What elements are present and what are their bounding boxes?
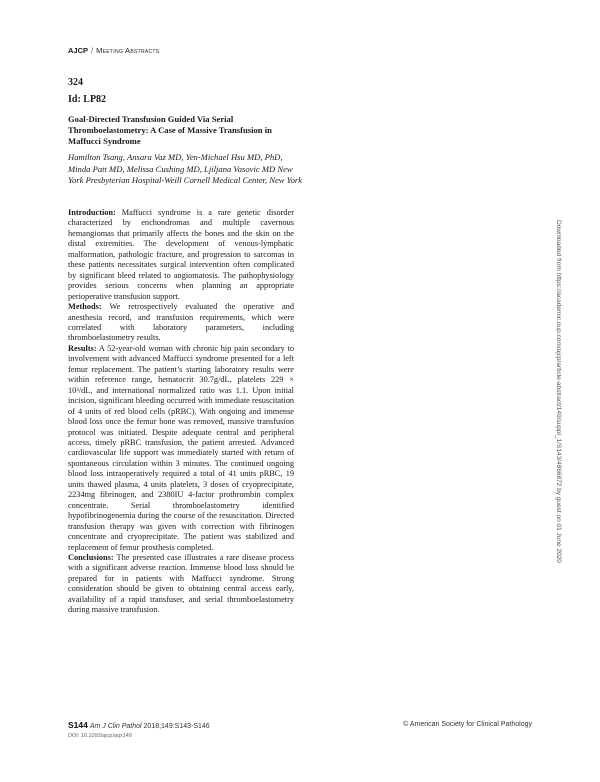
section-text: The presented case illustrates a rare disease process with a significant adverse reaction. Immense blood loss should be prepared for in patients with Maffucci syndrome. Strong consideration should be given to obtaining central access early, availability of a rapid transfuser, and serial thromboelastometry during massive transfusion. <box>68 552 294 615</box>
journal-name: Am J Clin Pathol <box>89 723 142 730</box>
download-watermark-text: Downloaded from https://academic.oup.com/ajcp/article-abstract/149/suppl_1/S143/4866872 by guest on 01 June 2020 <box>555 220 562 563</box>
header-section: Meeting Abstracts <box>96 46 160 55</box>
section-heading: Methods: <box>68 302 102 312</box>
journal-brand: AJCP <box>68 46 89 55</box>
section-heading: Results: <box>68 343 97 353</box>
section-heading: Conclusions: <box>68 552 114 562</box>
abstract-number: 324 <box>68 77 83 88</box>
section-results <box>68 344 294 553</box>
abstract-body <box>68 208 294 616</box>
abstract-title: Goal-Directed Transfusion Guided Via Serial Thromboelastometry: A Case of Massive Transfusion in Maffucci Syndrome <box>68 114 272 146</box>
section-text: A 52-year-old woman with chronic hip pain secondary to involvement with advanced Maffucci syndrome presented for a left femur replacement. The patient’s starting laboratory results were within reference range, hematocrit 30.7g/dL, platelets 229 × 10³/dL, and international normalized ratio was 1.1. Upon initial incision, significant bleeding occurred with immediate resuscitation of 4 units of red blood cells (pRBC). With ongoing and immense blood loss once the femur bone was removed, massive transfusion protocol was initiated. Despite adequate central and peripheral access, timely pRBC transfusion, the patient arrested. Advanced cardiovascular life support was immediately started with return of spontaneous circulation within 3 minutes. The continued ongoing blood loss intraoperatively required a total of 41 units pRBC, 19 units thawed plasma, 4 units platelets, 3 doses of cryoprecipitate, 2234mg fibrinogen, and 2380IU 4-factor prothrombin complex concentrate. Serial thromboelastometry identified hypofibrinogenemia during the course of the resuscitation. Directed transfusion therapy was given with correction with fibrinogen concentrate and cryoprecipitate. The patient was stabilized and replacement of femur prosthesis completed. <box>68 343 294 552</box>
abstract-id: Id: LP82 <box>68 94 107 105</box>
section-methods <box>68 302 294 344</box>
citation-info: 2018;149:S143-S146 <box>143 723 210 730</box>
section-introduction <box>68 208 294 302</box>
header-separator: / <box>91 46 94 55</box>
section-conclusions <box>68 553 294 616</box>
download-watermark <box>552 220 564 563</box>
abstract-authors: Hamilton Tsang, Ansara Vaz MD, Yen-Michael Hsu MD, PhD, Minda Patt MD, Melissa Cushing MD, Ljiljana Vasovic MD New York Presbyterian Hospital-Weill Cornell Medical Center, New York <box>68 152 303 185</box>
footer-citation <box>68 720 210 730</box>
footer-copyright: © American Society for Clinical Pathology <box>403 721 532 728</box>
section-text: We retrospectively evaluated the operative and anesthesia record, and transfusion requirements, which were correlated with laboratory parameters, including thromboelastometry results. <box>68 302 294 343</box>
footer-doi: DOI: 10.1093/ajcp/aqx149 <box>68 733 132 739</box>
section-heading: Introduction: <box>68 208 116 217</box>
section-text: Maffucci syndrome is a rare genetic disorder characterized by enchondromas and multiple cavernous hemangiomas that primarily affects the bones and the skin on the distal extremities. The development of venous-lymphatic malformation, pathologic fracture, and progression to sarcomas in these patients necessitates surgical intervention often complicated by significant bleed related to angiomatosis. The pathophysiology provides serious concerns when planning an appropriate perioperative transfusion support. <box>68 208 294 301</box>
page-number: S144 <box>68 720 88 730</box>
running-header <box>68 46 159 55</box>
